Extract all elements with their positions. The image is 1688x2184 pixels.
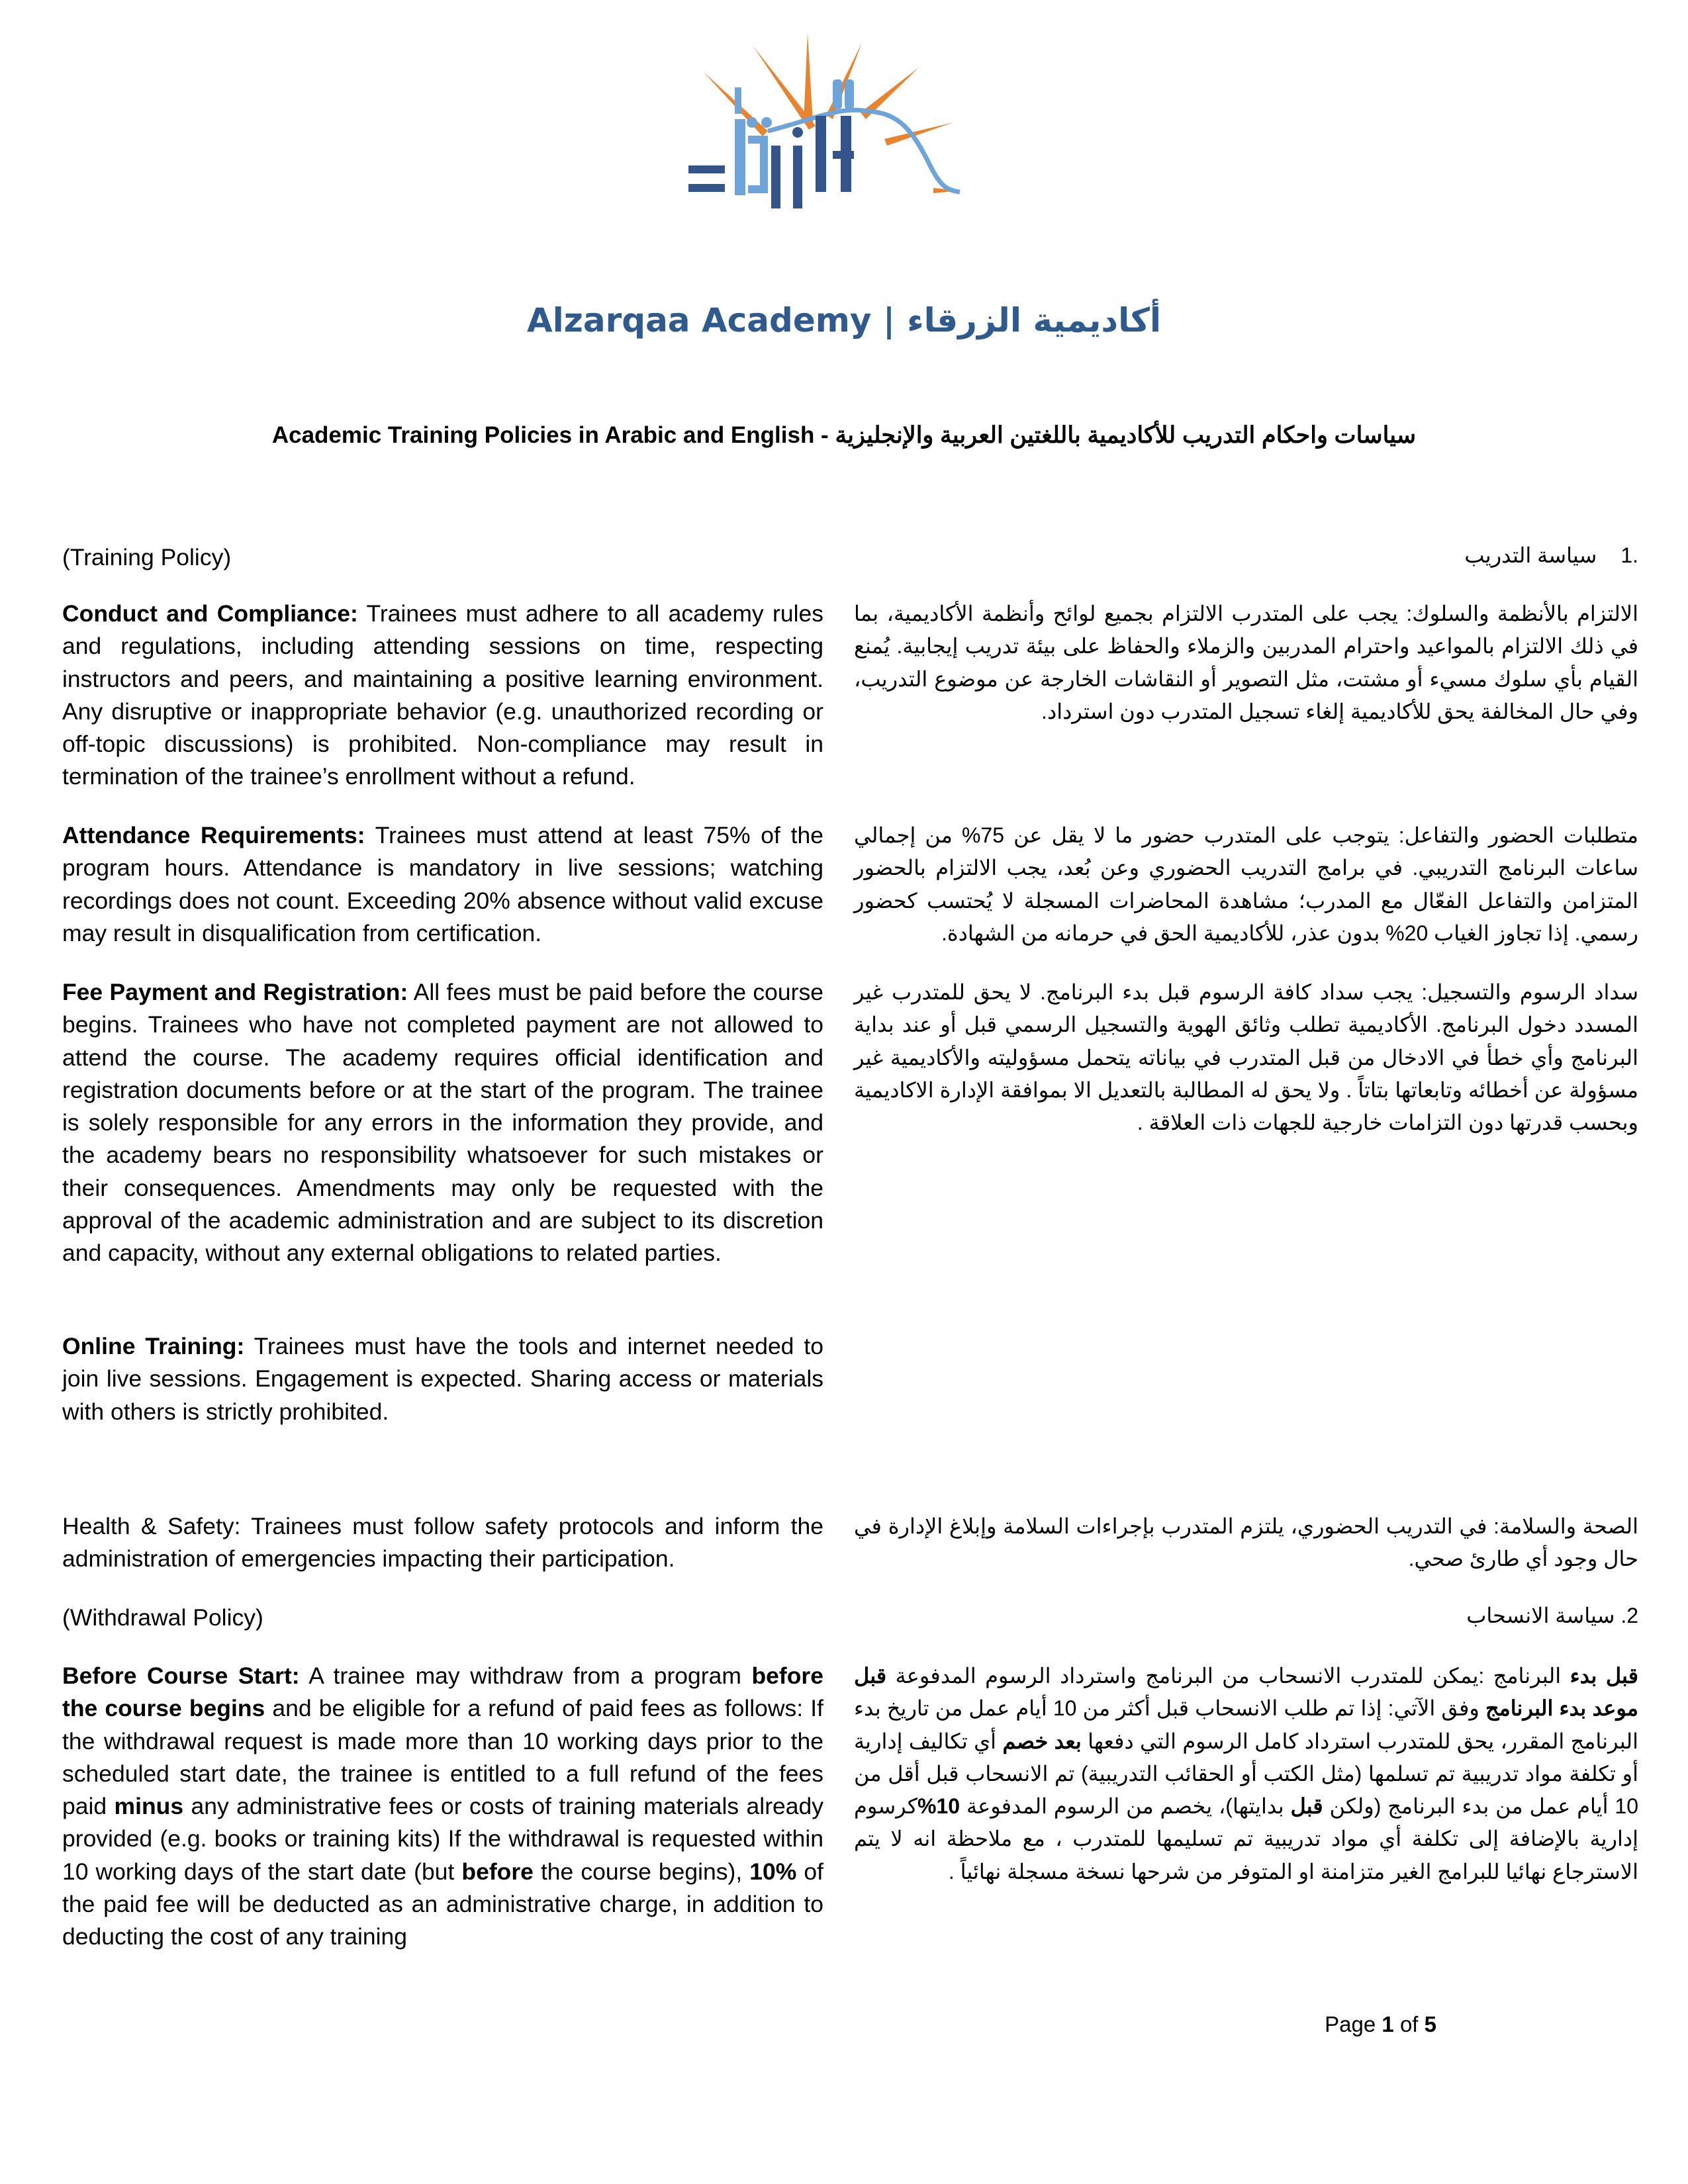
fees-label: Fee Payment and Registration: — [62, 979, 408, 1005]
section1-number: 1. — [1620, 543, 1638, 567]
section1-title-ar: سياسة التدريب — [1464, 543, 1597, 567]
before-start-text-1: A trainee may withdraw from a program — [299, 1662, 752, 1689]
fees-text-ar: سداد الرسوم والتسجيل: يجب سداد كافة الرسوم قبل بدء البرنامج. لا يحق للمتدرب غير المسدد دخول البرنامج. الأكاديمية تطلب وثائق الهوية والتسجيل الرسمي قبل أو عند بداية البرنامج وأي خطأ في الادخال من قبل المتدرب في بياناته يتحمل مسؤوليته والأكاديمية غير مسؤولة عن أخطائه وتابعاتها بتاتاً . ولا يحق له المطالبة بالتعديل الا بموافقة الإدارة الاكاديمية وبحسب قدرتها دون التزامات خارجية للجهات ذات العلاقة . — [854, 980, 1639, 1135]
ar-text-3: أي تكاليف إدارية أو تكلفة مواد تدريبية تم تسلمها (مثل الكتب أو الحقائب التدريبية) تم الانسحاب قبل أقل من 10 أيام عمل من بدء البرنامج (ولكن — [854, 1729, 1638, 1819]
ar-bold-1: قبل بدء — [1570, 1664, 1639, 1688]
online-paragraph-en — [62, 1330, 823, 1428]
document-subtitle — [0, 422, 1688, 449]
fees-text: All fees must be paid before the course begins. Trainees who have not completed payment are not allowed to attend the course. The academy requires official identification and registration documents before or at the start of the program. The trainee is solely responsible for any errors in the information they provide, and the academy bears no responsibility whatsoever for such mistakes or their consequences. Amendments may only be requested with the approval of the academic administration and are subject to its discretion and capacity, without any external obligations to related parties. — [62, 979, 823, 1267]
attendance-paragraph-en — [62, 819, 823, 950]
conduct-label: Conduct and Compliance: — [62, 600, 358, 627]
page-title — [0, 301, 1688, 340]
page-of: of — [1393, 2012, 1425, 2036]
before-start-paragraph-en — [62, 1660, 823, 1954]
health-paragraph-en — [62, 1510, 823, 1576]
section2-heading-ar: 2. سياسة الانسحاب — [1466, 1604, 1638, 1627]
academy-logo — [669, 13, 1039, 218]
ar-text-2: وفق الآتي: إذا تم طلب الانسحاب قبل أكثر من 10 أيام عمل من تاريخ بدء البرنامج المقرر، يحق للمتدرب استرداد كامل الرسوم التي دفعها — [854, 1696, 1639, 1753]
before-start-text-3: any administrative fees or costs of training materials already provided (e.g. books or training kits) If the withdrawal is requested within 10 working days of the start date (but — [62, 1793, 823, 1885]
online-label: Online Training: — [62, 1333, 245, 1359]
fees-paragraph-en — [62, 976, 823, 1270]
ar-text-4: بدايتها)، يخصم من الرسوم المدفوعة — [960, 1794, 1291, 1819]
ar-bold-4: قبل — [1290, 1794, 1323, 1819]
health-text: Health & Safety: Trainees must follow safety protocols and inform the administration of emergencies impacting their participation. — [62, 1513, 823, 1572]
title-ar: أكاديمية الزرقاء — [907, 301, 1162, 340]
before-start-text-4: the course begins), — [533, 1858, 750, 1885]
ar-bold-3: بعد خصم — [1002, 1729, 1082, 1753]
attendance-text: Trainees must attend at least 75% of the program hours. Attendance is mandatory in live sessions; watching recordings does not count. Exceeding 20% absence without valid excuse may result in disqualification from certification. — [62, 822, 823, 946]
ar-text-5: كرسوم إدارية بالإضافة إلى تكلفة أي مواد تدريبية تم تسليمها للمتدرب ، مع ملاحظة انه لا يتم الاسترجاع نهائيا للبرامج الغير متزامنة او المتوفر من شرحها نسخة مسجلة نهائياً . — [854, 1794, 1638, 1884]
page-total: 5 — [1424, 2012, 1436, 2036]
ar-bold-5: 10% — [917, 1794, 961, 1819]
before-start-paragraph-ar — [854, 1660, 1638, 1888]
before-start-bold-2: minus — [114, 1793, 184, 1820]
section2-heading-en: (Withdrawal Policy) — [62, 1604, 263, 1631]
fees-paragraph-ar — [854, 976, 1638, 1139]
conduct-text: Trainees must adhere to all academy rules and regulations, including attending sessions on time, respecting instructors and peers, and maintaining a positive learning environment. Any disruptive or inappropriate behavior (e.g. unauthorized recording or off-topic discussions) is prohibited. Non-compliance may result in termination of the trainee’s enrollment without a refund. — [62, 600, 823, 790]
online-text: Trainees must have the tools and internet needed to join live sessions. Engagement is expected. Sharing access or materials with others is strictly prohibited. — [62, 1333, 823, 1425]
before-start-bold-3: before — [461, 1858, 534, 1885]
health-text-ar: الصحة والسلامة: في التدريب الحضوري، يلتزم المتدرب بإجراءات السلامة وإبلاغ الإدارة في حال وجود أي طارئ صحي. — [854, 1514, 1639, 1571]
subtitle-ar: سياسات واحكام التدريب للأكاديمية باللغتين العربية والإنجليزية — [835, 422, 1417, 448]
before-start-text-5: of the paid fee will be deducted as an administrative charge, in addition to deducting the cost of any training — [62, 1858, 823, 1950]
before-start-bold-1: before the course begins — [62, 1662, 823, 1722]
before-start-label: Before Course Start: — [62, 1662, 300, 1689]
health-paragraph-ar — [854, 1510, 1638, 1576]
page-current: 1 — [1382, 2012, 1394, 2036]
attendance-text-ar: متطلبات الحضور والتفاعل: يتوجب على المتدرب حضور ما لا يقل عن 75% من إجمالي ساعات البرنامج التدريبي. في برامج التدريب الحضوري وعن بُعد، يجب الالتزام بالحضور المتزامن والتفاعل الفعّال مع المدرب؛ مشاهدة المحاضرات المسجلة لا يُحتسب كحضور رسمي. إذا تجاوز الغياب 20% بدون عذر، للأكاديمية الحق في حرمانه من الشهادة. — [854, 823, 1639, 945]
conduct-paragraph-ar — [854, 598, 1638, 728]
title-en: Alzarqaa Academy | — [526, 301, 896, 340]
section1-heading-ar — [1464, 543, 1638, 568]
page-number — [1325, 2012, 1436, 2037]
attendance-paragraph-ar — [854, 819, 1638, 950]
sunburst-logo-icon — [669, 13, 1039, 218]
before-start-text-2: and be eligible for a refund of paid fees as follows: If the withdrawal request is made more than 10 working days prior to the scheduled start date, the trainee is entitled to a full refund of the fees paid — [62, 1695, 824, 1820]
conduct-text-ar: الالتزام بالأنظمة والسلوك: يجب على المتدرب الالتزام بجميع لوائح وأنظمة الأكاديمية، بما في ذلك الالتزام بالمواعيد واحترام المدربين والزملاء والحفاظ على بيئة تدريب إيجابية. يُمنع القيام بأي سلوك مسيء أو مشتت، مثل التصوير أو النقاشات الخارجة عن موضوع التدريب، وفي حال المخالفة يحق للأكاديمية إلغاء تسجيل المتدرب دون استرداد. — [854, 602, 1639, 723]
before-start-bold-4: 10% — [749, 1858, 797, 1885]
subtitle-en: Academic Training Policies in Arabic and English - — [271, 422, 829, 448]
ar-bold-2: قبل موعد بدء البرنامج — [854, 1664, 1639, 1721]
ar-text-1: البرنامج :يمكن للمتدرب الانسحاب من البرنامج واسترداد الرسوم المدفوعة — [886, 1664, 1570, 1688]
conduct-paragraph-en — [62, 598, 823, 794]
page-label: Page — [1325, 2012, 1382, 2036]
section1-heading-en: (Training Policy) — [62, 544, 232, 570]
attendance-label: Attendance Requirements: — [62, 822, 365, 848]
